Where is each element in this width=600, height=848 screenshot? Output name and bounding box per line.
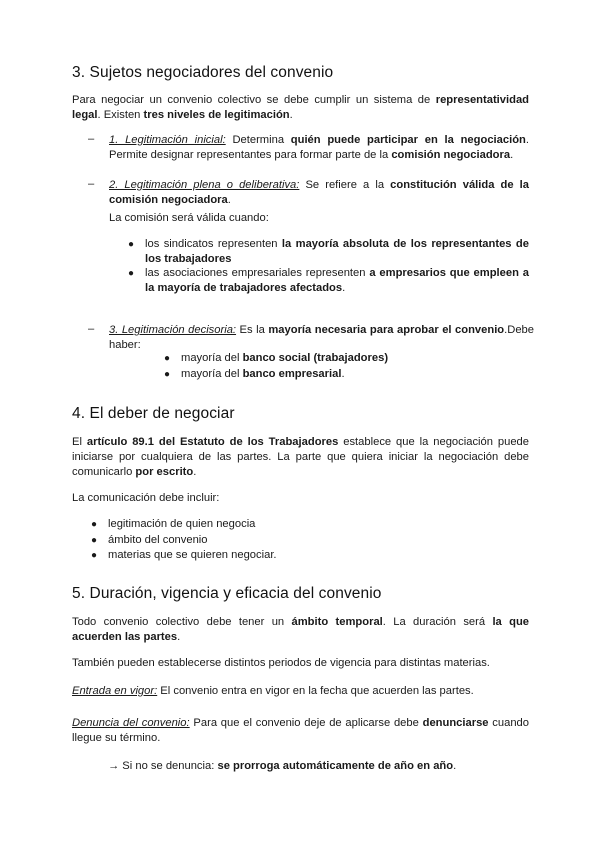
text-run: . — [342, 282, 346, 295]
text-run: las asociaciones empresariales representen — [145, 267, 370, 279]
text-run: . — [177, 631, 181, 644]
text-run: El — [72, 436, 87, 448]
text-run: Para negociar un convenio colectivo se debe cumplir un sistema de — [72, 94, 436, 106]
text-run: establece que la negociación puede iniciarse por cualquiera de las partes. La parte que quiera iniciar la negociación debe comunicarlo — [72, 436, 529, 479]
s3-item-2-bullet-2 — [145, 266, 529, 296]
text-run: Es la — [236, 324, 269, 336]
bold-text: comisión negociadora — [391, 149, 511, 162]
bullet-dot: ● — [128, 239, 135, 250]
s3-item-1 — [109, 133, 529, 163]
s4-bullet-2: ámbito del convenio — [108, 534, 208, 546]
text-run: cuando llegue su término. — [72, 717, 530, 745]
s4-bullet-3: materias que se quieren negociar. — [108, 549, 277, 561]
s5-paragraph-5 — [108, 759, 528, 774]
text-run: . Permite designar representantes para formar parte de la — [109, 134, 529, 162]
bold-text: denunciarse — [422, 717, 489, 729]
bullet-dot: ● — [128, 268, 135, 279]
s4-bullet-1: legitimación de quien negocia — [108, 518, 256, 530]
bold-text: ámbito temporal — [291, 616, 383, 628]
dash-1: – — [88, 133, 95, 145]
underlined-label: 1. Legitimación inicial: — [109, 134, 226, 146]
text-run: . — [227, 194, 231, 207]
text-run: . — [289, 109, 293, 122]
text-run: . — [341, 368, 345, 380]
text-run: . La duración será — [382, 616, 493, 628]
text-run: . Existen — [97, 109, 144, 122]
bold-text: mayoría necesaria para aprobar el convenio — [268, 324, 505, 336]
bullet-dot: ● — [164, 369, 171, 380]
s3-intro — [72, 93, 529, 123]
text-run: mayoría del — [181, 368, 243, 380]
text-run: . — [193, 466, 197, 479]
dash-3: – — [88, 323, 95, 335]
underlined-label: 3. Legitimación decisoria: — [109, 324, 237, 336]
text-run: El convenio entra en vigor en la fecha que acuerden las partes. — [157, 685, 474, 697]
bullet-dot: ● — [91, 519, 98, 530]
s3-item-3 — [109, 323, 534, 353]
bold-text: a empresarios que empleen a la mayoría de trabajadores afectados — [145, 267, 529, 295]
text-run: . — [453, 760, 457, 772]
section-5-title: 5. Duración, vigencia y eficacia del convenio — [72, 585, 382, 602]
bullet-dot: ● — [164, 353, 171, 364]
text-run: mayoría del — [181, 352, 243, 364]
dash-2: – — [88, 178, 95, 190]
s3-item-2 — [109, 178, 529, 208]
bold-text: artículo 89.1 del Estatuto de los Trabajadores — [86, 436, 339, 448]
s3-item-2-bullet-1 — [145, 237, 529, 267]
bold-text: constitución válida de la comisión negociadora — [109, 179, 529, 207]
bold-text: quién puede participar en la negociación — [290, 134, 526, 146]
underlined-label: Entrada en vigor: — [72, 685, 158, 697]
bullet-dot: ● — [91, 535, 98, 546]
s5-paragraph-3 — [72, 684, 529, 699]
text-run: .Debe haber: — [109, 324, 534, 352]
text-run: Determina — [225, 134, 291, 146]
s5-paragraph-4 — [72, 716, 529, 746]
underlined-label: 2. Legitimación plena o deliberativa: — [109, 179, 300, 191]
bold-text: la que acuerden las partes — [72, 616, 530, 644]
s3-item-3-bullet-1 — [181, 351, 388, 366]
s4-paragraph-1 — [72, 435, 529, 481]
s5-paragraph-2: También pueden establecerse distintos periodos de vigencia para distintas materias. — [72, 657, 490, 669]
section-3-title: 3. Sujetos negociadores del convenio — [72, 64, 334, 81]
bold-text: la mayoría absoluta de los representantes de los trabajadores — [145, 238, 529, 266]
section-4-title: 4. El deber de negociar — [72, 405, 235, 422]
bold-text: se prorroga automáticamente de año en año — [217, 760, 454, 772]
bold-text: banco social (trabajadores) — [242, 352, 389, 364]
bold-text: por escrito — [135, 466, 194, 479]
bold-text: representatividad legal — [72, 94, 529, 122]
underlined-label: Denuncia del convenio: — [72, 717, 190, 729]
text-run: Todo convenio colectivo debe tener un — [72, 616, 292, 628]
s3-item-3-bullet-2 — [181, 367, 345, 382]
bold-text: banco empresarial — [242, 368, 342, 380]
text-run: Para que el convenio deje de aplicarse debe — [189, 717, 423, 729]
s4-paragraph-2: La comunicación debe incluir: — [72, 492, 220, 504]
text-run: Se refiere a la — [299, 179, 391, 191]
bold-text: tres niveles de legitimación — [143, 109, 290, 122]
s3-item-2-sub: La comisión será válida cuando: — [109, 212, 269, 224]
text-run: los sindicatos representen — [145, 238, 282, 250]
text-run: → Si no se denuncia: — [108, 760, 218, 772]
text-run: . — [510, 149, 514, 162]
bullet-dot: ● — [91, 550, 98, 561]
s5-paragraph-1 — [72, 615, 529, 645]
